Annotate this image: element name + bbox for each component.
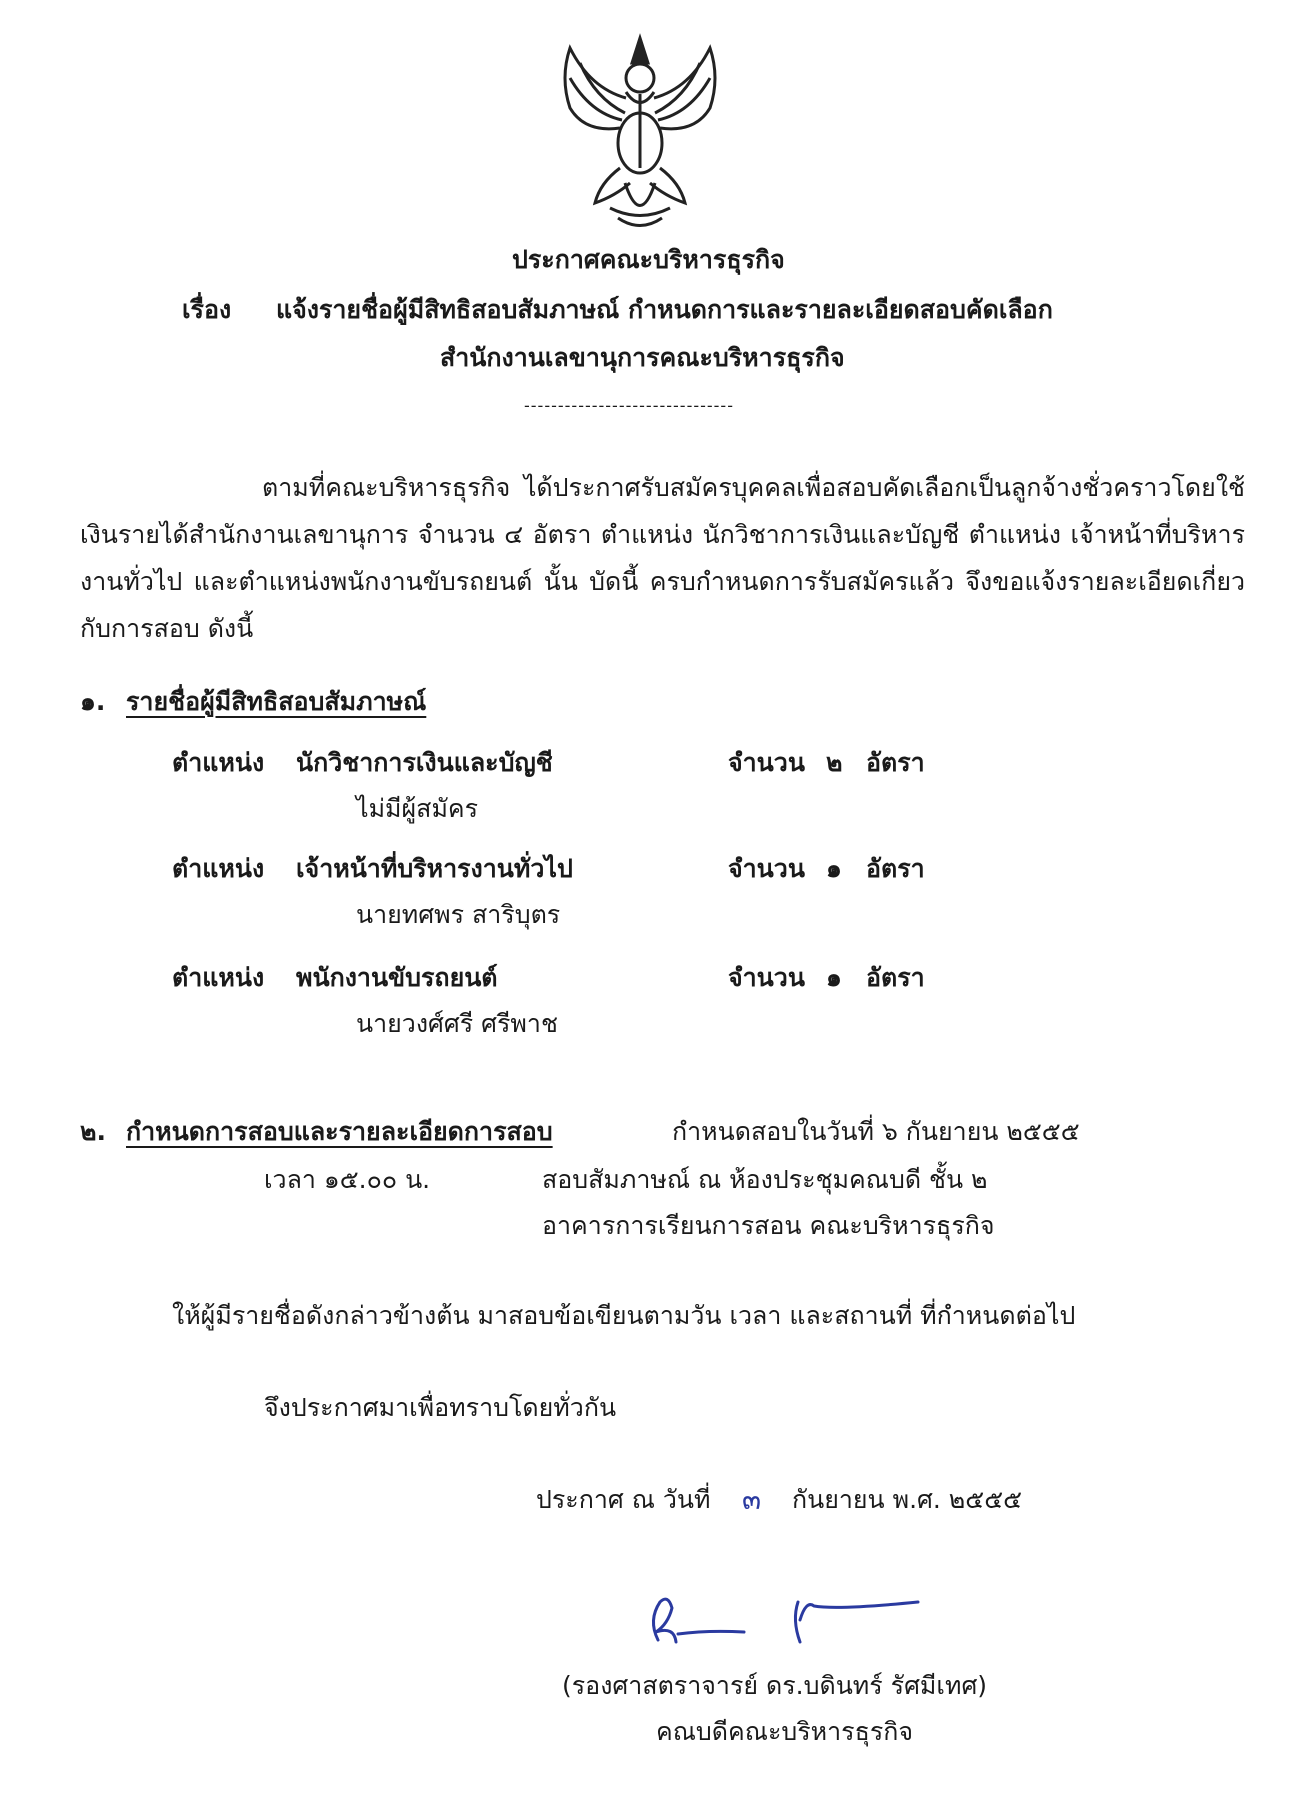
closing-announce: จึงประกาศมาเพื่อทราบโดยทั่วกัน (264, 1393, 617, 1422)
subject-line-2: สำนักงานเลขานุการคณะบริหารธุรกิจ (440, 343, 845, 372)
document-title: ประกาศคณะบริหารธุรกิจ (512, 245, 785, 274)
position-candidates: นายทศพร สาริบุตร (356, 900, 561, 929)
announce-date-suffix: กันยายน พ.ศ. ๒๕๕๕ (792, 1485, 1023, 1514)
position-candidates: ไม่มีผู้สมัคร (356, 794, 479, 823)
position-count: ๒ (826, 748, 843, 777)
subject-line-1: แจ้งรายชื่อผู้มีสิทธิสอบสัมภาษณ์ กำหนดการและรายละเอียดสอบคัดเลือก (276, 295, 1053, 324)
intro-paragraph (80, 464, 1245, 652)
position-unit: อัตรา (866, 963, 925, 992)
exam-location-line-1: สอบสัมภาษณ์ ณ ห้องประชุมคณบดี ชั้น ๒ (542, 1165, 988, 1194)
exam-date: กำหนดสอบในวันที่ ๖ กันยายน ๒๕๕๕ (672, 1117, 1080, 1146)
signatory-name: (รองศาสตราจารย์ ดร.บดินทร์ รัศมีเทศ) (562, 1671, 988, 1700)
position-title: นักวิชาการเงินและบัญชี (296, 748, 553, 777)
position-count-label: จำนวน (728, 748, 805, 777)
subject-label: เรื่อง (182, 295, 232, 324)
section-2-heading: กำหนดการสอบและรายละเอียดการสอบ (126, 1117, 553, 1146)
closing-instruction: ให้ผู้มีรายชื่อดังกล่าวข้างต้น มาสอบข้อเขียนตามวัน เวลา และสถานที่ ที่กำหนดต่อไป (172, 1301, 1076, 1330)
position-label: ตำแหน่ง (172, 963, 265, 992)
title-divider: ------------------------------- (524, 396, 734, 415)
signatory-position: คณบดีคณะบริหารธุรกิจ (656, 1717, 914, 1746)
position-candidates: นายวงศ์ศรี ศรีพาช (356, 1009, 558, 1038)
announce-day: ๓ (742, 1483, 762, 1516)
position-count-label: จำนวน (728, 854, 805, 883)
exam-location-line-2: อาคารการเรียนการสอน คณะบริหารธุรกิจ (542, 1211, 995, 1240)
intro-text: ตามที่คณะบริหารธุรกิจ ได้ประกาศรับสมัครบุคคลเพื่อสอบคัดเลือกเป็นลูกจ้างชั่วคราวโดยใช้เงินรายได้สำนักงานเลขานุการ จำนวน ๔ อัตรา ตำแหน่ง นักวิชาการเงินและบัญชี ตำแหน่ง เจ้าหน้าที่บริหารงานทั่วไป และตำแหน่งพนักงานขับรถยนต์ นั้น บัดนี้ ครบกำหนดการรับสมัครแล้ว จึงขอแจ้งรายละเอียดเกี่ยวกับการสอบ ดังนี้ (80, 473, 1245, 643)
position-title: พนักงานขับรถยนต์ (296, 963, 498, 992)
position-count: ๑ (826, 963, 842, 992)
garuda-emblem-icon (540, 18, 740, 238)
position-count: ๑ (826, 854, 842, 883)
announce-date-prefix: ประกาศ ณ วันที่ (536, 1485, 711, 1514)
position-label: ตำแหน่ง (172, 748, 265, 777)
position-unit: อัตรา (866, 748, 925, 777)
section-1-heading: รายชื่อผู้มีสิทธิสอบสัมภาษณ์ (126, 687, 427, 716)
section-2-number: ๒. (80, 1117, 106, 1146)
position-unit: อัตรา (866, 854, 925, 883)
signature-mark (638, 1580, 928, 1660)
exam-time: เวลา ๑๕.๐๐ น. (264, 1165, 431, 1194)
position-count-label: จำนวน (728, 963, 805, 992)
section-1-number: ๑. (80, 687, 106, 716)
position-title: เจ้าหน้าที่บริหารงานทั่วไป (296, 854, 573, 883)
position-label: ตำแหน่ง (172, 854, 265, 883)
